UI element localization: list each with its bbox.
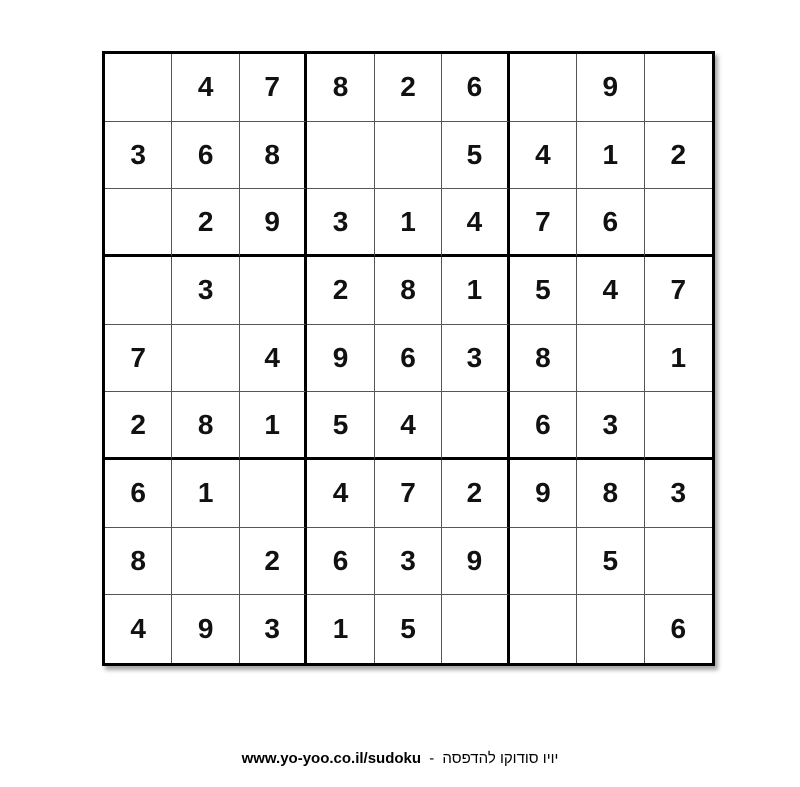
sudoku-cell-r8-c7[interactable]	[510, 528, 577, 596]
sudoku-cell-r6-c5[interactable]: 4	[375, 392, 442, 460]
sudoku-cell-r7-c4[interactable]: 4	[307, 460, 374, 528]
sudoku-cell-r5-c4[interactable]: 9	[307, 325, 374, 393]
sudoku-cell-r9-c9[interactable]: 6	[670, 613, 687, 645]
sudoku-cell-r8-c3[interactable]: 2	[240, 528, 307, 596]
sudoku-cell-r5-c8[interactable]	[577, 325, 644, 393]
sudoku-cell-r8-c2[interactable]	[172, 528, 239, 596]
footer-separator: -	[429, 750, 435, 767]
sudoku-cell-r9-c7[interactable]	[510, 595, 577, 663]
sudoku-cell-r6-c4[interactable]: 5	[307, 392, 374, 460]
sudoku-cell-r9-c4[interactable]: 1	[307, 595, 374, 663]
sudoku-cell-r8-c8[interactable]: 5	[577, 528, 644, 596]
sudoku-cell-r2-c4[interactable]	[307, 122, 374, 190]
sudoku-cell-r4-c1[interactable]	[105, 257, 172, 325]
sudoku-cell-r4-c5[interactable]: 8	[375, 257, 442, 325]
sudoku-cell-r7-c2[interactable]: 1	[172, 460, 239, 528]
sudoku-cell-r3-c4[interactable]: 3	[307, 189, 374, 257]
sudoku-cell-r4-c6[interactable]: 1	[442, 257, 509, 325]
sudoku-cell-r6-c6[interactable]	[442, 392, 509, 460]
sudoku-cell-r3-c6[interactable]: 4	[442, 189, 509, 257]
sudoku-cell-r6-c2[interactable]: 8	[172, 392, 239, 460]
sudoku-cell-r4-c8[interactable]: 4	[577, 257, 644, 325]
sudoku-cell-r5-c7[interactable]: 8	[510, 325, 577, 393]
sudoku-cell-r4-c3[interactable]	[240, 257, 307, 325]
sudoku-cell-r5-c2[interactable]	[172, 325, 239, 393]
sudoku-cell-r8-c1[interactable]: 8	[105, 528, 172, 596]
sudoku-cell-r9-c8[interactable]	[577, 595, 644, 663]
footer-caption: יויו סודוקו להדפסה	[442, 750, 559, 767]
sudoku-cell-r9-c2[interactable]: 9	[172, 595, 239, 663]
sudoku-cell-r6-c8[interactable]: 3	[577, 392, 644, 460]
sudoku-cell-r2-c9[interactable]: 2	[645, 122, 712, 190]
sudoku-cell-r8-c4[interactable]: 6	[307, 528, 374, 596]
sudoku-cell-r4-c9[interactable]: 7	[645, 257, 712, 325]
sudoku-cell-r4-c4[interactable]: 2	[307, 257, 374, 325]
sudoku-cell-r2-c6[interactable]: 5	[442, 122, 509, 190]
sudoku-cell-r1-c1[interactable]	[105, 54, 172, 122]
sudoku-cell-r6-c1[interactable]: 2	[105, 392, 172, 460]
sudoku-cell-r3-c5[interactable]: 1	[375, 189, 442, 257]
footer-url[interactable]: www.yo-yoo.co.il/sudoku	[241, 750, 422, 767]
sudoku-cell-r3-c8[interactable]: 6	[577, 189, 644, 257]
sudoku-cell-r1-c7[interactable]	[510, 54, 577, 122]
sudoku-cell-r1-c5[interactable]: 2	[375, 54, 442, 122]
sudoku-cell-r2-c8[interactable]: 1	[577, 122, 644, 190]
sudoku-cell-r2-c3[interactable]: 8	[240, 122, 307, 190]
sudoku-cell-r9-c5[interactable]: 5	[375, 595, 442, 663]
sudoku-cell-r5-c6[interactable]: 3	[442, 325, 509, 393]
sudoku-cell-r1-c4[interactable]: 8	[307, 54, 374, 122]
sudoku-cell-r7-c9[interactable]: 3	[645, 460, 712, 528]
sudoku-cell-r7-c1[interactable]: 6	[105, 460, 172, 528]
sudoku-cell-r4-c2[interactable]: 3	[172, 257, 239, 325]
sudoku-cell-r8-c6[interactable]: 9	[442, 528, 509, 596]
sudoku-cell-r7-c6[interactable]: 2	[442, 460, 509, 528]
sudoku-cell-r1-c8[interactable]: 9	[577, 54, 644, 122]
sudoku-cell-r2-c1[interactable]: 3	[105, 122, 172, 190]
sudoku-cell-r7-c5[interactable]: 7	[375, 460, 442, 528]
sudoku-cell-r5-c1[interactable]: 7	[105, 325, 172, 393]
sudoku-cell-r7-c3[interactable]	[240, 460, 307, 528]
sudoku-cell-r4-c7[interactable]: 5	[510, 257, 577, 325]
sudoku-cell-r1-c2[interactable]: 4	[172, 54, 239, 122]
sudoku-cell-r3-c7[interactable]: 7	[510, 189, 577, 257]
sudoku-cell-r2-c7[interactable]: 4	[510, 122, 577, 190]
sudoku-cell-r6-c9[interactable]	[645, 392, 712, 460]
sudoku-cell-r9-c6[interactable]	[442, 595, 509, 663]
sudoku-cell-r9-c1[interactable]: 4	[105, 595, 172, 663]
sudoku-cell-r2-c2[interactable]: 6	[172, 122, 239, 190]
sudoku-cell-r7-c8[interactable]: 8	[577, 460, 644, 528]
sudoku-cell-r7-c7[interactable]: 9	[510, 460, 577, 528]
sudoku-cell-r5-c9[interactable]: 1	[645, 325, 712, 393]
sudoku-cell-r3-c3[interactable]: 9	[240, 189, 307, 257]
sudoku-cell-r1-c9[interactable]	[645, 54, 712, 122]
sudoku-cell-r6-c3[interactable]: 1	[240, 392, 307, 460]
sudoku-cell-r9-c3[interactable]: 3	[240, 595, 307, 663]
sudoku-cell-r3-c1[interactable]	[105, 189, 172, 257]
sudoku-cell-r3-c2[interactable]: 2	[172, 189, 239, 257]
sudoku-cell-r8-c9[interactable]	[645, 528, 712, 596]
sudoku-board	[102, 51, 715, 666]
sudoku-cell-r1-c3[interactable]: 7	[240, 54, 307, 122]
sudoku-cell-r2-c5[interactable]	[375, 122, 442, 190]
sudoku-cell-r8-c5[interactable]: 3	[375, 528, 442, 596]
sudoku-cell-r6-c7[interactable]: 6	[510, 392, 577, 460]
sudoku-cell-r5-c3[interactable]: 4	[240, 325, 307, 393]
footer-credit	[0, 750, 800, 767]
sudoku-cell-r5-c5[interactable]: 6	[375, 325, 442, 393]
sudoku-cell-r1-c6[interactable]: 6	[442, 54, 509, 122]
sudoku-cell-r3-c9[interactable]	[645, 189, 712, 257]
